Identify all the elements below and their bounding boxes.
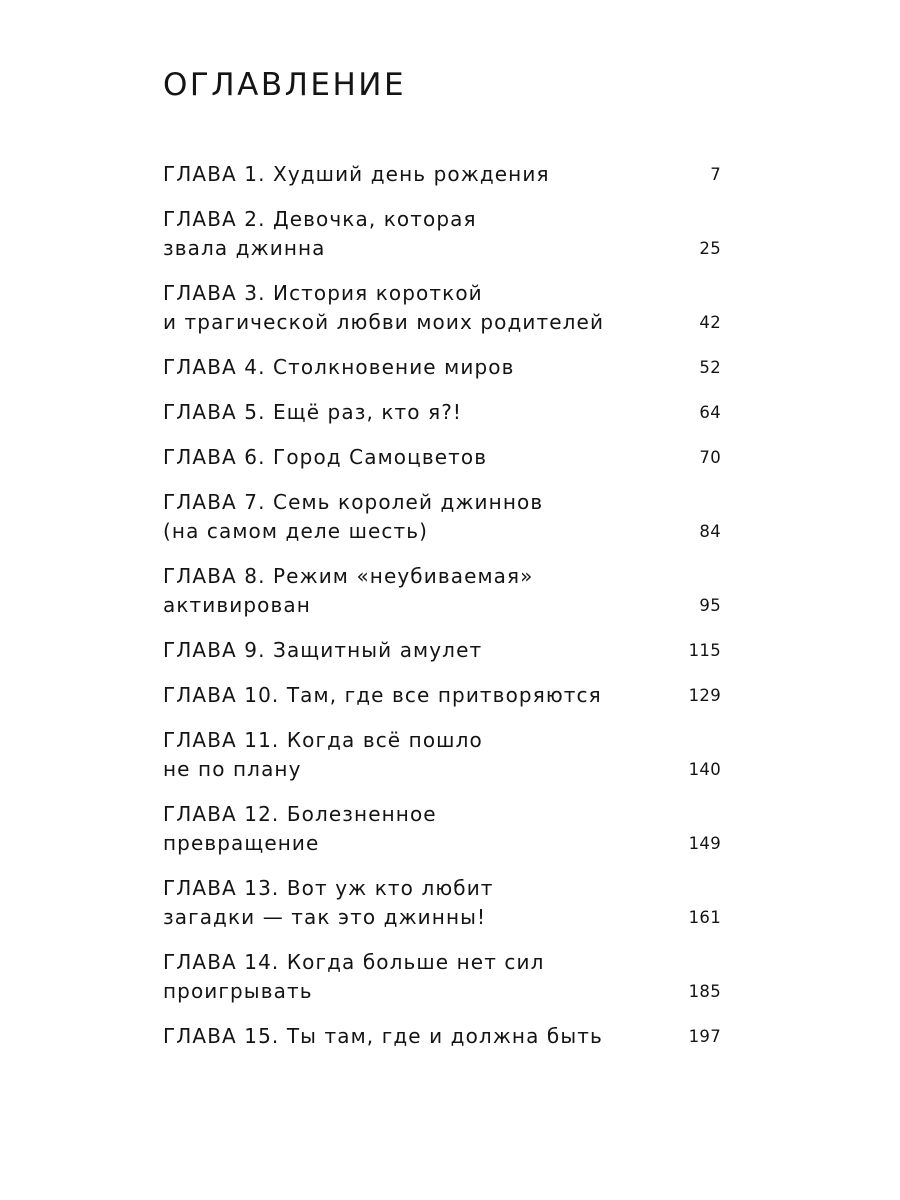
- toc-entry-12[interactable]: [163, 800, 725, 858]
- entry-title: [163, 874, 725, 932]
- entry-title-line: и трагической любви моих родителей: [163, 310, 605, 334]
- entry-title-line: ГЛАВА 14. Когда больше нет сил: [163, 950, 545, 974]
- entry-page-number: 149: [688, 834, 721, 853]
- entry-title-line: ГЛАВА 11. Когда всё пошло: [163, 728, 483, 752]
- toc-entry-3[interactable]: [163, 279, 725, 337]
- entry-page-number: 84: [699, 522, 721, 541]
- toc-entry-10[interactable]: [163, 681, 725, 710]
- entry-page-number: 115: [688, 641, 721, 660]
- entry-title-line: ГЛАВА 1. Худший день рождения: [163, 162, 550, 186]
- entry-page-number: 129: [688, 686, 721, 705]
- entry-title: [163, 279, 725, 337]
- entry-title-line: ГЛАВА 5. Ещё раз, кто я?!: [163, 400, 463, 424]
- entry-title: [163, 488, 725, 546]
- toc-entry-11[interactable]: [163, 726, 725, 784]
- entry-title-line: ГЛАВА 2. Девочка, которая: [163, 207, 477, 231]
- toc-entry-6[interactable]: [163, 443, 725, 472]
- entry-page-number: 70: [699, 448, 721, 467]
- toc-entry-13[interactable]: [163, 874, 725, 932]
- entry-page-number: 140: [688, 760, 721, 779]
- entry-title-line: загадки — так это джинны!: [163, 905, 487, 929]
- entry-title: [163, 636, 725, 665]
- entry-title-line: ГЛАВА 6. Город Самоцветов: [163, 445, 488, 469]
- toc-heading: ОГЛАВЛЕНИЕ: [163, 67, 407, 103]
- entry-title-line: активирован: [163, 593, 311, 617]
- toc-entry-8[interactable]: [163, 562, 725, 620]
- entry-title-line: ГЛАВА 10. Там, где все притворяются: [163, 683, 602, 707]
- entry-page-number: 64: [699, 403, 721, 422]
- toc-entry-2[interactable]: [163, 205, 725, 263]
- toc-entry-5[interactable]: [163, 398, 725, 427]
- entry-title: [163, 800, 725, 858]
- entry-title: [163, 726, 725, 784]
- entry-title-line: (на самом деле шесть): [163, 519, 429, 543]
- entry-title: [163, 160, 725, 189]
- entry-title-line: ГЛАВА 8. Режим «неубиваемая»: [163, 564, 534, 588]
- entry-title-line: ГЛАВА 4. Столкновение миров: [163, 355, 515, 379]
- entry-title-line: превращение: [163, 831, 320, 855]
- entry-title: [163, 205, 725, 263]
- entry-title-line: ГЛАВА 3. История короткой: [163, 281, 483, 305]
- entry-title-line: звала джинна: [163, 236, 326, 260]
- entry-page-number: 161: [688, 908, 721, 927]
- entry-title: [163, 681, 725, 710]
- entry-title-line: ГЛАВА 13. Вот уж кто любит: [163, 876, 494, 900]
- entry-title-line: ГЛАВА 7. Семь королей джиннов: [163, 490, 544, 514]
- entry-title-line: не по плану: [163, 757, 302, 781]
- entry-title: [163, 443, 725, 472]
- entry-page-number: 7: [710, 165, 721, 184]
- entry-page-number: 197: [688, 1027, 721, 1046]
- entry-title-line: ГЛАВА 15. Ты там, где и должна быть: [163, 1024, 603, 1048]
- entry-title: [163, 353, 725, 382]
- entry-title-line: ГЛАВА 12. Болезненное: [163, 802, 437, 826]
- entry-page-number: 95: [699, 596, 721, 615]
- toc-entry-7[interactable]: [163, 488, 725, 546]
- entry-title: [163, 398, 725, 427]
- entry-title-line: ГЛАВА 9. Защитный амулет: [163, 638, 483, 662]
- toc-entry-4[interactable]: [163, 353, 725, 382]
- entry-title: [163, 562, 725, 620]
- entry-title-line: проигрывать: [163, 979, 313, 1003]
- entry-page-number: 42: [699, 313, 721, 332]
- toc-list: [163, 160, 725, 1051]
- toc-entry-1[interactable]: [163, 160, 725, 189]
- entry-page-number: 185: [688, 982, 721, 1001]
- entry-page-number: 52: [699, 358, 721, 377]
- entry-title: [163, 948, 725, 1006]
- toc-entry-9[interactable]: [163, 636, 725, 665]
- toc-entry-15[interactable]: [163, 1022, 725, 1051]
- entry-page-number: 25: [699, 239, 721, 258]
- entry-title: [163, 1022, 725, 1051]
- toc-entry-14[interactable]: [163, 948, 725, 1006]
